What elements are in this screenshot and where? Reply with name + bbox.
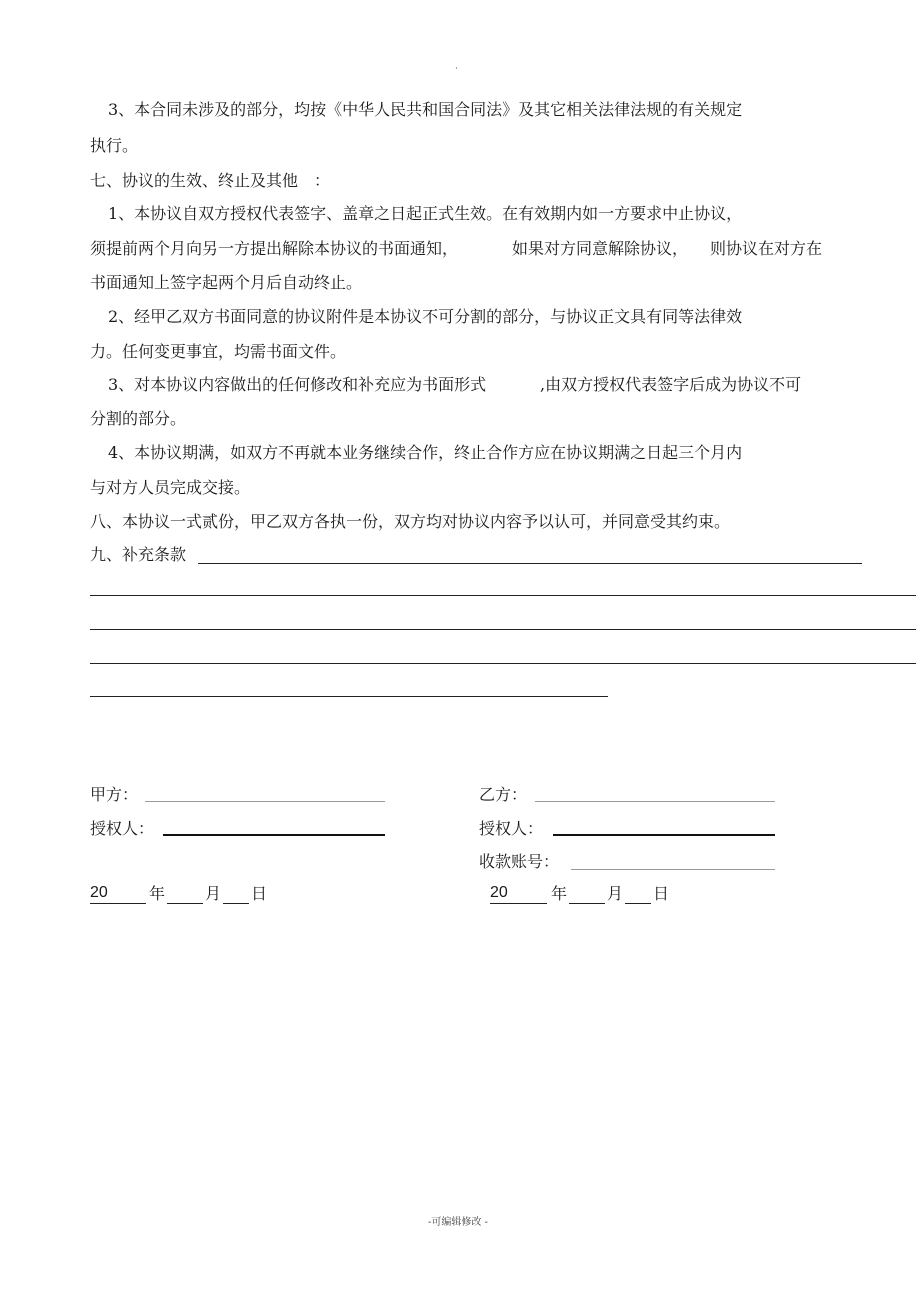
party-b-year-char: 年 [551,884,568,903]
supplement-line-3[interactable] [90,629,916,630]
party-a-day-field[interactable] [223,903,249,904]
item-7-1-line-3: 书面通知上签字起两个月后自动终止。 [90,273,363,292]
item-7-3-line-1b: ,由双方授权代表签字后成为协议不可 [540,375,802,394]
page-footer: -可编辑修改 - [428,1217,488,1228]
party-b-year-field[interactable] [490,903,547,904]
party-b-auth-label: 授权人： [479,819,544,838]
party-a-year-field[interactable] [90,903,146,904]
party-a-year-char: 年 [149,884,166,903]
party-a-auth-label: 授权人： [90,819,155,838]
party-a-auth-field[interactable] [163,834,385,836]
header-dot: · [455,64,458,74]
item-7-4-line-2: 与对方人员完成交接。 [90,478,251,497]
party-b-account-label: 收款账号： [479,852,560,871]
party-a-month-field[interactable] [167,903,203,904]
supplement-line-5[interactable] [90,696,608,697]
party-b-year-prefix: 20 [490,884,508,901]
party-a-month-char: 月 [205,884,222,903]
supplement-line-4[interactable] [90,663,916,664]
supplement-line-2[interactable] [90,595,916,596]
party-b-label: 乙方： [479,785,528,804]
party-b-day-field[interactable] [625,903,651,904]
item-7-2-line-2: 力。任何变更事宜，均需书面文件。 [90,342,347,361]
section-7-title: 七、协议的生效、终止及其他 ： [90,171,331,190]
item-7-3-line-2: 分割的部分。 [90,409,187,428]
item-7-1-line-2c: 则协议在对方在 [710,239,823,258]
party-b-month-field[interactable] [569,903,605,904]
item-7-3-line-1a: 3、对本协议内容做出的任何修改和补充应为书面形式 [108,375,487,394]
supplement-line-1[interactable] [198,563,862,564]
section-9-title: 九、补充条款 [90,545,187,564]
party-b-field[interactable] [535,801,775,802]
party-a-label: 甲方： [90,785,139,804]
party-a-field[interactable] [145,801,385,802]
item-7-4-line-1: 4、本协议期满，如双方不再就本业务继续合作，终止合作方应在协议期满之日起三个月内 [108,443,743,462]
party-b-account-field[interactable] [571,869,775,870]
party-a-year-prefix: 20 [90,884,108,901]
party-a-day-char: 日 [251,884,268,903]
item-7-1-line-2b: 如果对方同意解除协议， [512,239,689,258]
party-b-month-char: 月 [607,884,624,903]
clause-3-line-1: 3、本合同未涉及的部分，均按《中华人民共和国合同法》及其它相关法律法规的有关规定 [108,100,743,119]
item-7-2-line-1: 2、经甲乙双方书面同意的协议附件是本协议不可分割的部分，与协议正文具有同等法律效 [108,307,743,326]
clause-3-line-2: 执行。 [90,136,139,155]
section-8-text: 八、本协议一式贰份，甲乙双方各执一份，双方均对协议内容予以认可，并同意受其约束。 [90,512,731,531]
party-b-auth-field[interactable] [553,834,775,836]
item-7-1-line-1: 1、本协议自双方授权代表签字、盖章之日起正式生效。在有效期内如一方要求中止协议， [108,204,743,223]
party-b-day-char: 日 [653,884,670,903]
item-7-1-line-2a: 须提前两个月向另一方提出解除本协议的书面通知， [90,239,459,258]
